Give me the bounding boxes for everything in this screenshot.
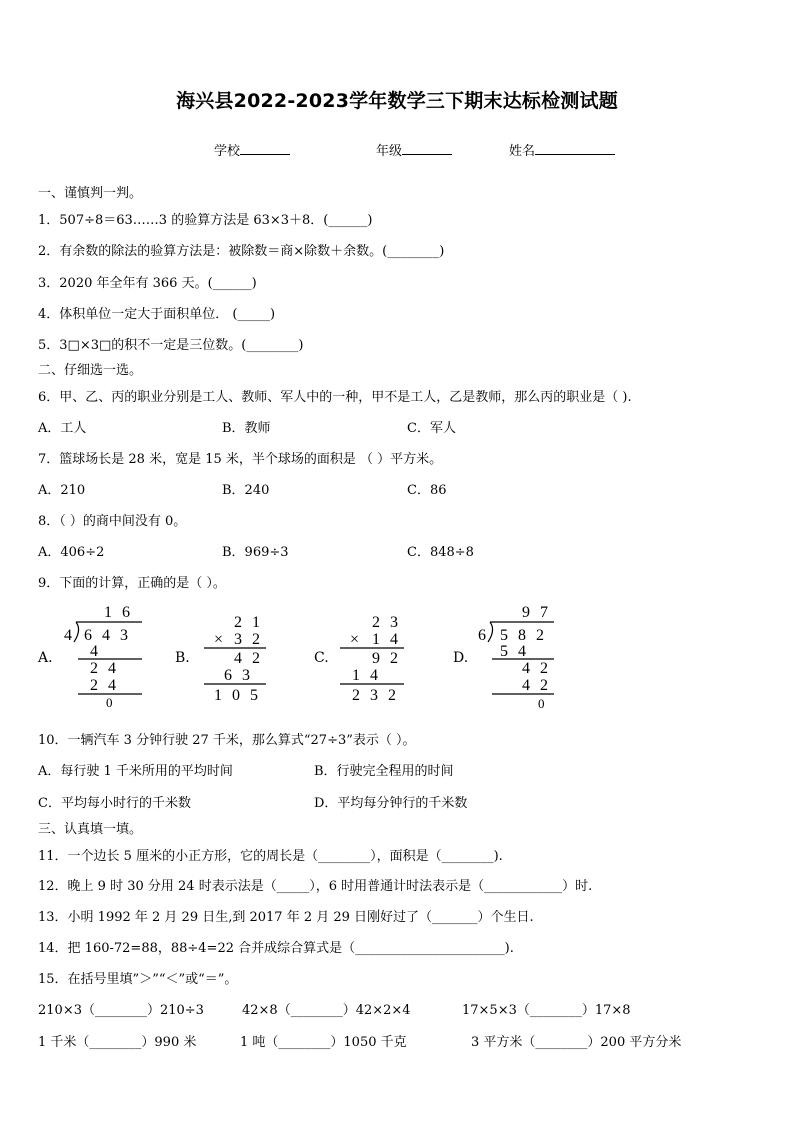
question-3: 3．2020 年全年有 366 天。(______) [38,276,257,291]
question-6: 6．甲、乙、丙的职业分别是工人、教师、军人中的一种，甲不是工人，乙是教师，那么丙的职业是（ ). [38,390,632,405]
calc-a-step1: 4 [90,643,98,660]
calc-d-step2: 4 2 [522,660,551,677]
calc-a-step2: 2 4 [90,660,119,677]
compare-item: 3 平方米（________）200 平方分米 [471,1035,682,1050]
calc-a-quotient: 1 6 [104,604,133,621]
calc-c-result: 2 3 2 [352,687,399,704]
calc-b-result: 1 0 5 [214,687,261,704]
grade-blank[interactable] [402,142,452,155]
question-10: 10．一辆汽车 3 分钟行驶 27 千米，那么算式“27÷3”表示（ ）。 [38,733,416,748]
section-2-heading: 二、仔细选一选。 [38,363,143,378]
question-5: 5．3□×3□的积不一定是三位数。(________) [38,338,304,353]
calc-a-step3: 2 4 [90,677,119,694]
calc-c-op: × [350,631,360,648]
q8-option-b: B．969÷3 [222,545,289,560]
calc-b-n1: 2 1 [234,614,263,631]
calc-a-remainder: 0 [106,695,113,710]
calc-d-dividend: 5 8 2 [500,627,547,644]
question-12: 12．晚上 9 时 30 分用 24 时表示法是（_____），6 时用普通计时法表示是（____________）时. [38,879,593,894]
page-title: 海兴县2022-2023学年数学三下期末达标检测试题 [176,90,618,112]
section-1-heading: 一、谨慎判一判。 [38,186,143,201]
q6-option-b: B．教师 [222,421,271,436]
compare-item: 1 吨（________）1050 千克 [240,1035,407,1050]
question-11: 11．一个边长 5 厘米的小正方形，它的周长是（________），面积是（________). [38,849,503,864]
school-label: 学校 [214,144,241,159]
q7-option-a: A．210 [38,483,86,498]
compare-item: 42×8（________）42×2×4 [242,1003,411,1018]
question-9: 9．下面的计算，正确的是（ ）。 [38,576,226,591]
calc-a-divisor: 4 [64,627,72,644]
calc-c-n2: 1 4 [372,631,401,648]
question-13: 13．小明 1992 年 2 月 29 日生,到 2017 年 2 月 29 日刚好过了（_______）个生日. [38,910,534,925]
question-4: 4．体积单位一定大于面积单位． (_____) [38,307,276,322]
q9-calc-b [200,610,280,705]
q10-option-b: B．行驶完全程用的时间 [314,764,454,779]
question-14: 14．把 160-72=88，88÷4=22 合并成综合算式是（_______________________). [38,941,514,956]
compare-item: 210×3（________）210÷3 [38,1003,204,1018]
calc-b-op: × [214,631,224,648]
q10-option-a: A．每行驶 1 千米所用的平均时间 [38,764,233,779]
calc-d-remainder: 0 [538,696,545,711]
calc-c-p1: 9 2 [372,650,401,667]
q9-option-c-label: C. [314,650,329,666]
q10-option-c: C．平均每小时行的千米数 [38,796,191,811]
q10-option-d: D．平均每分钟行的千米数 [314,796,468,811]
q9-calc-a [60,600,150,710]
grade-field[interactable] [376,140,452,159]
q7-option-c: C．86 [407,483,447,498]
calc-b-n2: 3 2 [234,631,263,648]
compare-item: 1 千米（________）990 米 [38,1035,197,1050]
q7-option-b: B．240 [222,483,270,498]
q8-option-a: A．406÷2 [38,545,105,560]
question-2: 2．有余数的除法的验算方法是：被除数＝商×除数＋余数。(________) [38,244,445,259]
school-field[interactable] [214,140,290,159]
q6-option-c: C．军人 [407,421,456,436]
q6-option-a: A．工人 [38,421,87,436]
q9-option-d-label: D. [453,650,469,666]
q8-option-c: C．848÷8 [407,545,474,560]
calc-c-n1: 2 3 [372,614,401,631]
calc-d-step1: 5 4 [500,643,529,660]
question-8: 8．（ ）的商中间没有 0。 [38,514,187,529]
name-label: 姓名 [509,144,536,159]
calc-b-p1: 4 2 [234,650,263,667]
question-7: 7．篮球场长是 28 米，宽是 15 米，半个球场的面积是 （ ）平方米。 [38,452,443,467]
calc-d-quotient: 9 7 [522,604,551,621]
q9-calc-d [474,600,564,712]
q9-option-b-label: B. [175,650,190,666]
name-blank[interactable] [535,142,615,155]
q9-option-a-label: A. [38,650,53,666]
calc-a-dividend: 6 4 3 [84,627,131,644]
name-field[interactable] [509,140,615,159]
compare-item: 17×5×3（________）17×8 [462,1003,631,1018]
q9-calc-c [338,610,418,705]
grade-label: 年级 [376,144,403,159]
section-3-heading: 三、认真填一填。 [38,822,143,837]
question-1: 1．507÷8＝63……3 的验算方法是 63×3＋8．(______) [38,213,373,228]
calc-d-divisor: 6 [478,627,486,644]
question-15: 15．在括号里填”＞”“＜”或“＝”。 [38,972,238,987]
calc-b-p2: 6 3 [224,667,253,684]
calc-c-p2: 1 4 [352,667,381,684]
school-blank[interactable] [240,142,290,155]
calc-d-step3: 4 2 [522,677,551,694]
